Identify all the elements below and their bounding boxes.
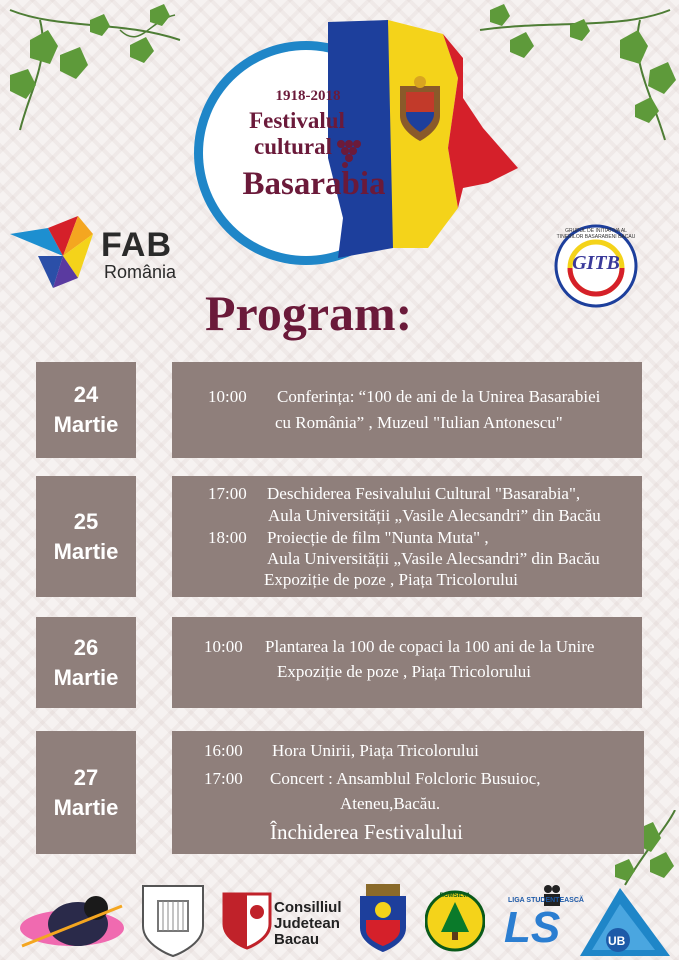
romsilva-logo <box>425 890 485 957</box>
partner-logo-jazz <box>12 886 132 960</box>
years-label: 1918-2018 <box>275 88 341 104</box>
closing-text: Închiderea Festivalului <box>270 820 464 844</box>
ub-triangle-icon <box>580 888 679 960</box>
title-line1: Festivalul <box>249 108 345 133</box>
jazz-figure-icon <box>12 886 132 956</box>
romsilva-tree-icon <box>425 890 485 952</box>
fab-bird-icon <box>8 216 103 296</box>
event-text: Proiecție de film "Nunta Muta" , <box>267 528 489 547</box>
cjb-shield-icon <box>222 892 272 950</box>
ls-top-text: LIGA STUDENTEASCĂ <box>508 897 584 904</box>
fab-subtitle: România <box>104 262 177 282</box>
day-box-25 <box>36 476 136 597</box>
event-text: Deschiderea Fesivalului Cultural "Basarabia", <box>267 484 581 503</box>
day-month: Martie <box>53 664 119 690</box>
title-line2: cultural <box>254 134 332 159</box>
day-number: 24 <box>73 382 99 407</box>
day-box-26 <box>36 617 136 708</box>
event-time: 17:00 <box>204 769 243 788</box>
event-text: Expoziție de poze , Piața Tricolorului <box>264 570 519 589</box>
day-month: Martie <box>53 538 119 564</box>
romsilva-text: ROMSILVA <box>439 893 471 899</box>
event-time: 10:00 <box>208 387 247 406</box>
event-text: Aula Universității „Vasile Alecsandri” din Bacău <box>267 549 600 568</box>
program-title: Program: <box>205 285 413 341</box>
cjb-line: Judetean <box>274 915 340 932</box>
event-text: cu România” , Muzeul "Iulian Antonescu" <box>275 413 563 432</box>
gitb-text: GITB <box>572 252 620 274</box>
day-box-24 <box>36 362 136 458</box>
gitb-logo <box>554 224 638 308</box>
bacau-coat-icon <box>358 884 408 954</box>
event-text: Hora Unirii, Piața Tricolorului <box>272 741 479 760</box>
event-text: Expoziție de poze , Piața Tricolorului <box>277 662 532 681</box>
lyre-emblem-icon <box>138 881 208 957</box>
day-number: 27 <box>73 764 99 790</box>
cjb-text <box>274 900 342 948</box>
fab-logo <box>8 216 178 296</box>
event-text: Plantarea la 100 de copaci la 100 ani de la Unire <box>265 637 595 656</box>
gitb-ring-text: GRUPUL DE INITIATIVA AL TINERILOR BASARABENI BACAU <box>556 228 636 240</box>
day-box-27 <box>36 731 136 854</box>
partner-logo-lyre <box>138 881 208 960</box>
title-line3: Basarabia <box>242 166 386 202</box>
event-time: 17:00 <box>208 484 247 503</box>
ls-logo-text: LS <box>504 903 561 952</box>
cjb-line: Consilliul <box>274 899 342 916</box>
event-time: 18:00 <box>208 528 247 547</box>
event-text: Aula Universității „Vasile Alecsandri” din Bacău <box>268 506 601 525</box>
event-time: 16:00 <box>204 741 243 760</box>
day-number: 25 <box>73 508 99 534</box>
event-box-25 <box>172 476 642 597</box>
ub-logo <box>580 888 679 960</box>
event-text: Ateneu,Bacău. <box>340 794 441 813</box>
event-box-27 <box>172 731 644 854</box>
cjb-line: Bacau <box>274 931 320 948</box>
day-month: Martie <box>53 794 119 820</box>
event-text: Conferința: “100 de ani de la Unirea Basarabiei <box>277 387 601 406</box>
cjb-logo <box>222 892 272 955</box>
bacau-coat-logo <box>358 884 408 959</box>
event-text: Concert : Ansamblul Folcloric Busuioc, <box>270 769 541 788</box>
event-box-24 <box>172 362 642 458</box>
festival-emblem <box>188 18 518 266</box>
ub-text: UB <box>608 934 626 948</box>
event-time: 10:00 <box>204 637 243 656</box>
fab-title: FAB <box>101 226 172 264</box>
map-red <box>443 34 518 208</box>
vine-top-left <box>0 0 190 150</box>
day-number: 26 <box>73 634 99 660</box>
event-box-26 <box>172 617 642 708</box>
day-month: Martie <box>53 412 119 437</box>
